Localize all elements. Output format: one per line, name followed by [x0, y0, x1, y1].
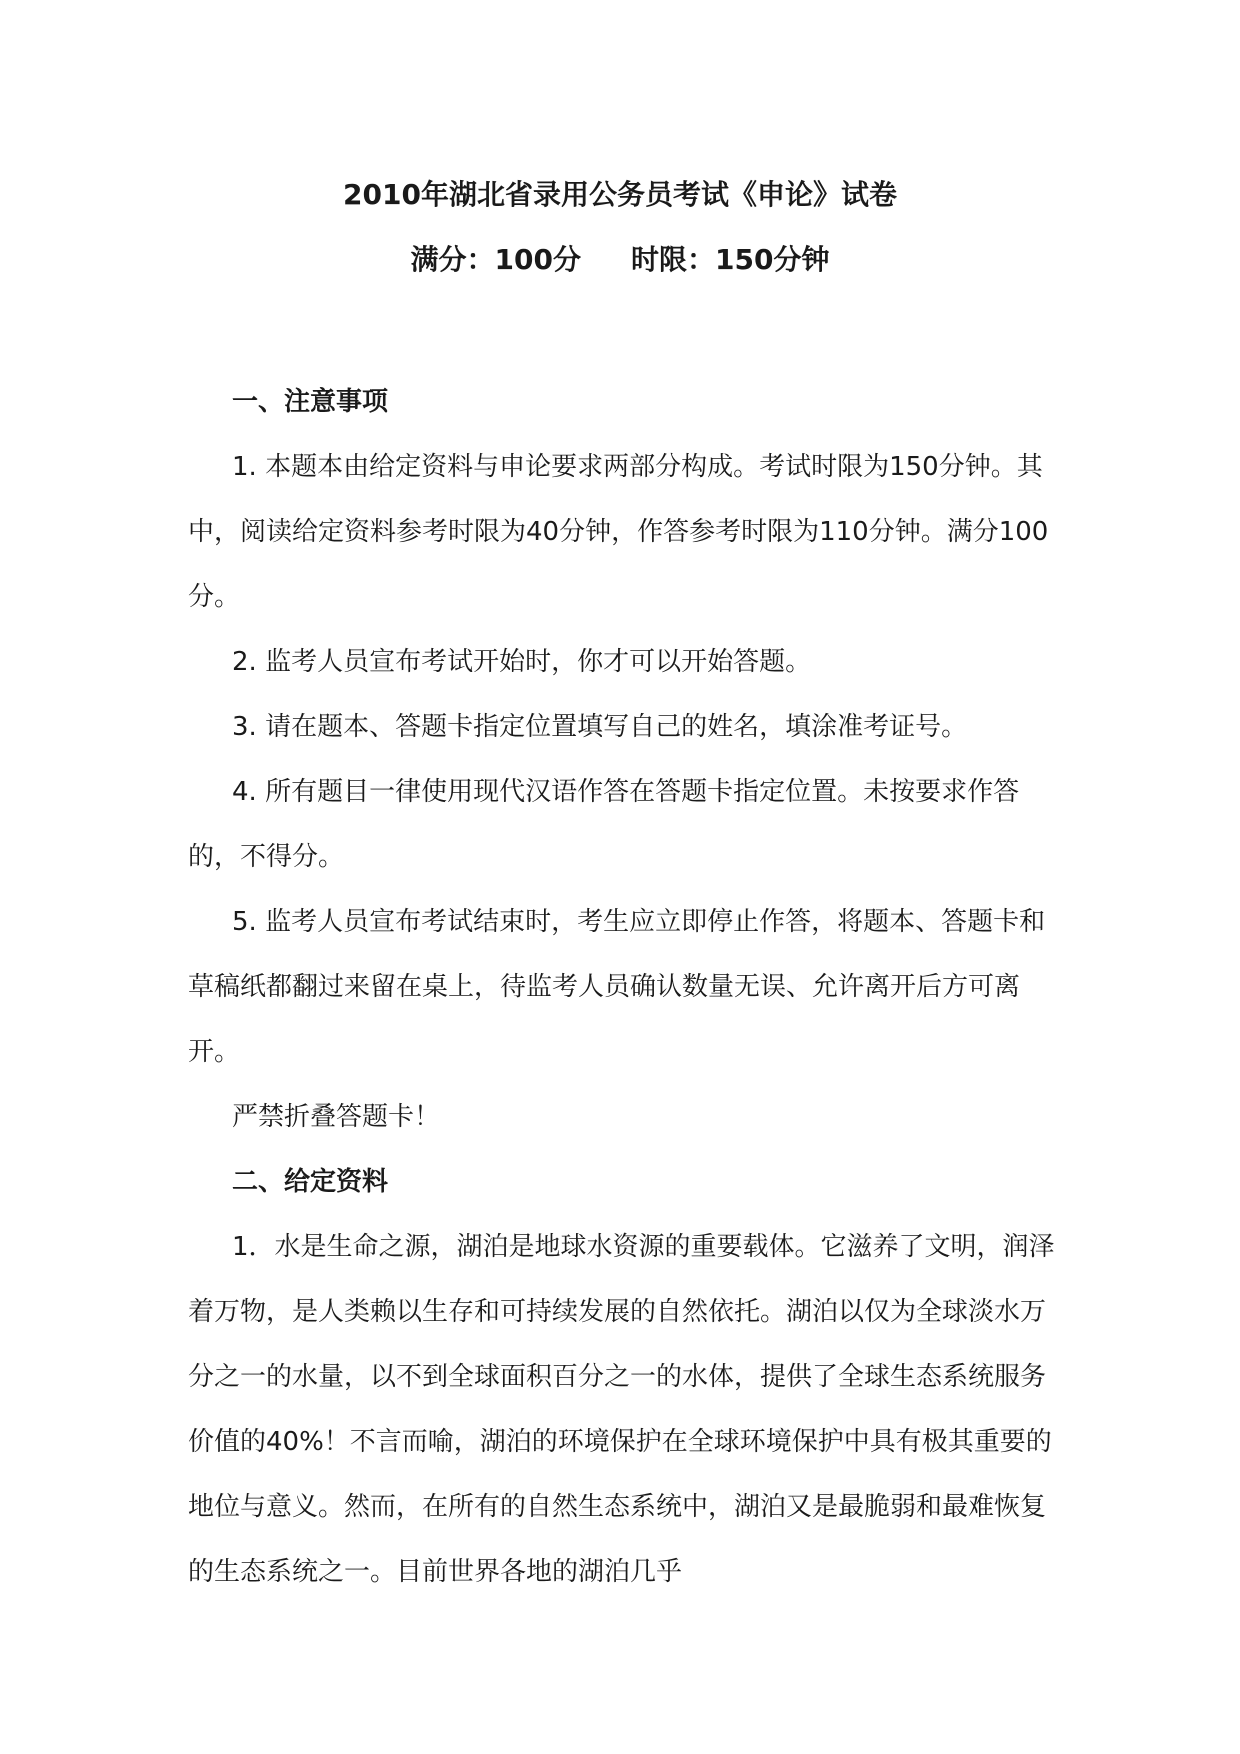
note-warning: 严禁折叠答题卡！	[232, 1102, 441, 1132]
section-heading-notes: 一、注意事项	[232, 387, 389, 417]
document-title: 2010年湖北省录用公务员考试《申论》试卷	[343, 178, 897, 211]
exam-info	[0, 240, 1240, 280]
note-item-4: 4. 所有题目一律使用现代汉语作答在答题卡指定位置。未按要求作答的，不得分。	[188, 777, 1020, 872]
note-item-5: 5. 监考人员宣布考试结束时，考生应立即停止作答，将题本、答题卡和草稿纸都翻过来留在桌上，待监考人员确认数量无误、允许离开后方可离开。	[188, 907, 1046, 1067]
section-heading-materials: 二、给定资料	[232, 1167, 389, 1197]
score-label: 满分：100分	[410, 243, 581, 276]
document-body	[188, 370, 1068, 1605]
note-item-3: 3. 请在题本、答题卡指定位置填写自己的姓名，填涂准考证号。	[232, 712, 968, 742]
material-paragraph-1: 1．水是生命之源，湖泊是地球水资源的重要载体。它滋养了文明，润泽着万物，是人类赖以生存和可持续发展的自然依托。湖泊以仅为全球淡水万分之一的水量，以不到全球面积百分之一的水体，提供了全球生态系统服务价值的40%！不言而喻，湖泊的环境保护在全球环境保护中具有极其重要的地位与意义。然而，在所有的自然生态系统中，湖泊又是最脆弱和最难恢复的生态系统之一。目前世界各地的湖泊几乎	[188, 1232, 1055, 1587]
note-item-2: 2. 监考人员宣布考试开始时，你才可以开始答题。	[232, 647, 812, 677]
time-label: 时限：150分钟	[631, 243, 830, 276]
note-item-1: 1. 本题本由给定资料与申论要求两部分构成。考试时限为150分钟。其中，阅读给定资料参考时限为40分钟，作答参考时限为110分钟。满分100分。	[188, 452, 1049, 612]
